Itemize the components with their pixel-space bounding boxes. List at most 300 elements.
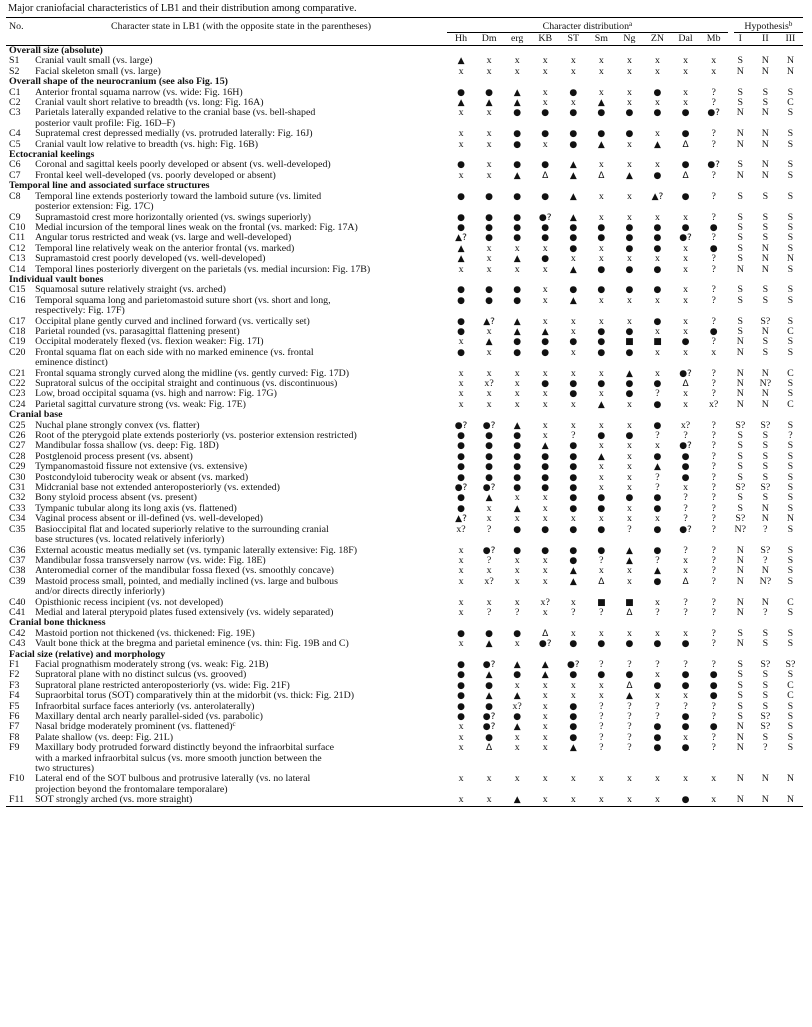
character-state-line: External acoustic meatus medially set (vs. tympanic laterally extensive: Fig. 18F)	[35, 544, 358, 556]
hypothesis-cell-iii: S	[787, 742, 794, 754]
distribution-cell-hh: x	[458, 606, 464, 618]
character-state-line: Supratemal crest depressed medially (vs. protruded laterally: Fig. 16J)	[35, 128, 313, 140]
hypothesis-cell-ii: S	[762, 284, 769, 296]
distribution-cell-zn: x	[655, 128, 660, 140]
distribution-cell-zn: x	[655, 65, 660, 77]
distribution-cell-dm: x	[486, 502, 492, 514]
distribution-cell-kb: x	[542, 419, 548, 431]
distribution-cell-ng: Δ	[626, 607, 633, 618]
hypothesis-cell-iii: S	[787, 221, 794, 233]
distribution-cell-dal: ●?	[679, 441, 692, 452]
distribution-cell-ng: x	[626, 440, 632, 452]
distribution-cell-st: ●	[569, 87, 578, 98]
distribution-cell-erg: ▲	[513, 87, 521, 98]
hypothesis-cell-ii: N	[761, 159, 769, 171]
character-state-line: Vaginal process absent or ill-defined (vs. well-developed)	[35, 513, 263, 525]
distribution-cell-zn: ●	[653, 493, 662, 504]
character-state-line: Angular torus restricted and weak (vs. large and well-developed)	[35, 232, 292, 244]
hypothesis-cell-iii: C	[787, 367, 794, 379]
distribution-cell-dm: x	[486, 159, 492, 171]
hypothesis-cell-iii: S	[787, 627, 794, 639]
distribution-cell-hh: ●	[457, 191, 465, 202]
hypothesis-cell-iii: S	[787, 128, 794, 140]
row-number: C22	[9, 378, 26, 389]
distribution-cell-dal: ?	[683, 502, 688, 514]
distribution-cell-sm: ●	[597, 326, 606, 337]
distribution-cell-ng: x	[626, 55, 632, 67]
distribution-cell-dm: Δ	[486, 743, 493, 754]
distribution-cell-erg: ●	[513, 160, 522, 171]
row-number: C35	[9, 523, 26, 535]
distribution-cell-kb: ▲	[541, 670, 549, 681]
distribution-cell-st: ▲	[569, 576, 577, 587]
distribution-cell-sm: ●	[597, 233, 606, 244]
distribution-cell-kb: x	[542, 773, 548, 785]
distribution-cell-zn: ●	[653, 524, 662, 535]
distribution-cell-kb: x	[542, 55, 548, 67]
distribution-cell-dal: Δ	[682, 170, 689, 181]
distribution-cell-mb: ?	[711, 627, 716, 639]
distribution-cell-dal: ●	[681, 680, 690, 691]
hypothesis-cell-i: S	[737, 450, 744, 462]
distribution-cell-zn: ?	[655, 711, 660, 722]
distribution-cell-erg: ●	[513, 108, 522, 119]
distribution-cell-erg: ▲	[513, 98, 521, 109]
header-state: Character state in LB1 (with the opposite state in the parentheses)	[111, 21, 372, 32]
hypothesis-cell-ii: S	[762, 690, 769, 702]
distribution-cell-sm: ●	[597, 222, 606, 233]
table-row	[6, 108, 803, 129]
distribution-cell-hh: ●	[457, 212, 465, 223]
distribution-cell-st: ●	[569, 139, 578, 150]
distribution-cell-hh: x	[458, 65, 464, 77]
distribution-cell-ng: ●	[625, 233, 634, 244]
hypothesis-header-ii: II	[762, 33, 769, 44]
distribution-cell-dm: x	[486, 65, 492, 77]
hypothesis-cell-i: S	[737, 690, 744, 702]
distribution-cell-dm: ?	[486, 606, 492, 618]
character-state-line: Medial incursion of the temporal lines weak on the frontal (vs. marked: Fig. 17A)	[35, 221, 358, 233]
hypothesis-cell-iii: S	[787, 190, 794, 202]
distribution-cell-dm: ●	[485, 212, 494, 223]
hypothesis-cell-ii: S?	[760, 419, 771, 431]
distribution-cell-st: x	[570, 367, 576, 379]
distribution-cell-kb: x	[542, 690, 548, 702]
distribution-cell-kb: x	[542, 513, 548, 525]
distribution-cell-ng: ?	[627, 731, 632, 743]
distribution-cell-dm: x	[486, 263, 492, 275]
distribution-cell-erg: x?	[512, 700, 522, 712]
distribution-cell-zn: ●	[653, 451, 662, 462]
distribution-cell-mb: x	[711, 346, 717, 358]
hypothesis-cell-ii: S	[762, 679, 769, 691]
hypothesis-cell-ii: ?	[763, 742, 768, 754]
distribution-cell-ng: ?	[627, 658, 632, 670]
hypothesis-cell-iii: S	[787, 544, 794, 556]
distribution-cell-mb: ?	[711, 253, 716, 265]
character-state-line: and/or directs directly inferiorly)	[35, 586, 165, 598]
distribution-cell-zn: ●	[653, 545, 662, 556]
distribution-cell-kb: x	[542, 554, 548, 566]
distribution-cell-mb: x	[711, 794, 717, 806]
hypothesis-cell-ii: N	[761, 367, 769, 379]
character-state-line: Supratoral plane restricted anteroposteriorly (vs. wide: Fig. 21F)	[35, 679, 290, 691]
distribution-cell-kb: x	[542, 138, 548, 150]
distribution-cell-kb: x	[542, 242, 548, 254]
distribution-cell-kb: x	[542, 65, 548, 77]
distribution-cell-ng: x	[626, 253, 632, 265]
distribution-cell-dm: x	[486, 55, 492, 67]
character-state-line: Maxillary dental arch nearly parallel-sided (vs. parabolic)	[35, 711, 263, 722]
distribution-cell-kb: x	[542, 721, 548, 733]
distribution-cell-mb: ?	[711, 138, 716, 150]
hypothesis-cell-i: N	[736, 544, 744, 556]
character-state-line: Cranial vault low relative to breadth (vs. high: Fig. 16B)	[35, 138, 259, 150]
distribution-cell-st: ●	[569, 337, 578, 348]
distribution-cell-dal: x	[683, 398, 688, 410]
character-state-line: Maxillary body protruded forward distinctly beyond the infraorbital surface	[35, 742, 334, 754]
hypothesis-cell-ii: N	[761, 169, 769, 181]
distribution-cell-hh: x	[458, 773, 464, 785]
distribution-cell-erg: x	[514, 773, 520, 785]
hypothesis-cell-i: S	[737, 679, 744, 691]
hypothesis-cell-i: N	[736, 773, 744, 785]
distribution-cell-dal: x	[683, 482, 688, 494]
distribution-cell-st: ●	[569, 233, 578, 244]
distribution-cell-dal: x	[683, 211, 688, 223]
distribution-cell-erg: x	[514, 55, 520, 67]
hypothesis-cell-i: S	[737, 700, 744, 712]
hypothesis-cell-iii: S	[787, 492, 794, 504]
hypothesis-cell-i: S	[737, 221, 744, 233]
hypothesis-header-i: I	[738, 33, 742, 44]
character-state-line: Supramastoid crest poorly developed (vs. well-developed)	[35, 253, 266, 265]
distribution-cell-dm: ●?	[482, 712, 496, 722]
distribution-cell-mb: ?	[711, 731, 716, 743]
distribution-cell-zn: ?	[655, 388, 660, 400]
distribution-cell-dal: ?	[683, 658, 688, 670]
distribution-cell-dm: x	[486, 128, 492, 140]
distribution-cell-erg: x	[514, 575, 520, 587]
distribution-cell-ng: x	[626, 627, 632, 639]
distribution-cell-dm: ●	[485, 285, 494, 296]
hypothesis-cell-iii: S	[787, 169, 794, 181]
distribution-cell-hh: ●	[457, 347, 465, 358]
distribution-cell-st: ●	[569, 639, 578, 650]
hypothesis-cell-iii: ?	[788, 430, 793, 442]
distribution-cell-sm: ●	[597, 431, 606, 442]
distribution-cell-sm: ●	[597, 264, 606, 275]
distribution-cell-dal: ●	[681, 722, 690, 733]
hypothesis-cell-ii: S?	[760, 544, 771, 556]
hypothesis-cell-i: N	[736, 731, 744, 743]
distribution-cell-sm: x	[598, 679, 604, 691]
distribution-cell-dal: ●	[681, 472, 690, 483]
character-state-line: Temporal line extends posteriorly toward the lamboid suture (vs. limited	[35, 190, 322, 202]
distribution-cell-mb: ●	[709, 680, 718, 691]
distribution-cell-dm: x	[486, 773, 492, 785]
distribution-cell-kb: x	[542, 742, 548, 754]
hypothesis-cell-ii: N?	[759, 378, 772, 389]
distribution-cell-sm: ▲	[597, 98, 605, 109]
distribution-cell-ng: ●	[625, 222, 634, 233]
distribution-cell-sm: x	[598, 773, 604, 785]
table-row	[6, 140, 803, 150]
hypothesis-cell-i: N	[736, 367, 744, 379]
distribution-cell-st: x	[570, 253, 576, 265]
distribution-cell-st: ●	[569, 545, 578, 556]
distribution-cell-dal: x	[683, 65, 688, 77]
hypothesis-cell-ii: S	[762, 638, 769, 650]
distribution-cell-mb: ?	[711, 86, 716, 98]
table-row	[6, 795, 803, 806]
distribution-cell-dal: x?	[680, 419, 691, 431]
distribution-cell-kb: ●	[541, 222, 550, 233]
distribution-cell-ng: ●	[625, 326, 634, 337]
hypothesis-cell-ii: N	[761, 596, 769, 608]
character-state-line: Facial skeleton small (vs. large)	[35, 65, 161, 77]
row-number: C5	[9, 138, 21, 150]
hypothesis-cell-i: S	[737, 86, 744, 98]
hypothesis-cell-ii: N	[761, 513, 769, 525]
distribution-cell-dal: ●?	[679, 233, 692, 244]
hypothesis-cell-iii: S	[787, 138, 794, 150]
distribution-cell-dm: x	[486, 346, 492, 358]
distribution-cell-ng: x	[626, 461, 632, 473]
distribution-cell-dal: ?	[683, 430, 688, 442]
distribution-cell-kb: x	[542, 731, 548, 743]
hypothesis-cell-iii: S	[787, 554, 794, 566]
distribution-cell-erg: x	[514, 742, 520, 754]
row-number: C38	[9, 565, 26, 577]
distribution-cell-hh: ●	[457, 160, 465, 171]
row-number: C29	[9, 461, 26, 473]
distribution-cell-hh: ●	[457, 431, 465, 442]
hypothesis-cell-iii: S	[787, 211, 794, 223]
distribution-cell-sm: ●	[597, 493, 606, 504]
character-state	[35, 525, 447, 546]
hypothesis-cell-iii: S	[787, 523, 794, 535]
distribution-cell-zn: ?	[655, 606, 660, 618]
row-number: C13	[9, 253, 26, 265]
distribution-cell-zn: ●	[653, 108, 662, 119]
distribution-cell-st: ●	[569, 285, 578, 296]
distribution-cell-kb: ●	[541, 379, 550, 389]
hypothesis-cell-ii: S?	[760, 721, 771, 733]
group-header-st: ST	[567, 33, 580, 44]
character-state-line: Frontal squama strongly curved along the midline (vs. gently curved: Fig. 17D)	[35, 367, 350, 379]
distribution-cell-erg: x	[514, 388, 520, 400]
character-state-line: Tympanomastoid fissure not extensive (vs. extensive)	[35, 461, 248, 473]
distribution-cell-kb: x	[542, 794, 548, 806]
hypothesis-cell-iii: N	[786, 65, 794, 77]
distribution-cell-sm: ▲	[597, 451, 605, 462]
distribution-cell-hh: ●	[457, 285, 465, 296]
hypothesis-cell-i: N	[736, 575, 744, 587]
hypothesis-cell-iii: N	[786, 253, 794, 265]
hypothesis-cell-ii: S?	[760, 315, 771, 327]
distribution-cell-ng: ▲	[625, 555, 633, 566]
section-title: Overall shape of the neurocranium (see also Fig. 15)	[9, 76, 228, 88]
character-state	[35, 743, 447, 774]
distribution-cell-st: ●	[569, 493, 578, 504]
character-state-line: Supraorbital torus (SOT) comparatively thin at the midorbit (vs. thick: Fig. 21D)	[35, 690, 355, 702]
distribution-cell-zn: ?	[655, 471, 660, 483]
hypothesis-cell-iii: S	[787, 502, 794, 514]
character-state	[35, 348, 447, 369]
distribution-cell-st: ●	[569, 701, 578, 712]
distribution-cell-sm: ▲	[597, 399, 605, 410]
distribution-cell-kb: ●	[541, 191, 550, 202]
distribution-cell-st: ●	[569, 243, 578, 254]
distribution-cell-ng: ●	[625, 670, 634, 681]
hypothesis-cell-ii: S?	[760, 482, 771, 494]
distribution-cell-kb: ●?	[538, 212, 552, 223]
distribution-cell-sm: ●	[597, 524, 606, 535]
distribution-cell-dm: x	[486, 794, 492, 806]
row-number: C28	[9, 450, 26, 462]
hypothesis-cell-iii: S	[787, 107, 794, 119]
distribution-cell-st: ●	[569, 483, 578, 494]
distribution-cell-mb: ?	[711, 419, 716, 431]
distribution-cell-mb: ●?	[707, 108, 720, 119]
character-state-line: Occipital moderately flexed (vs. flexion weaker: Fig. 17I)	[35, 336, 264, 348]
distribution-cell-dm: x	[486, 138, 492, 150]
row-number: C33	[9, 502, 26, 514]
hypothesis-cell-iii: N	[786, 55, 794, 67]
distribution-cell-erg: ▲	[513, 691, 521, 702]
character-state-line: two structures)	[35, 763, 95, 775]
distribution-cell-ng: x	[626, 794, 632, 806]
distribution-cell-mb: ?	[711, 232, 716, 244]
distribution-cell-sm: x	[598, 159, 604, 171]
distribution-cell-sm: x	[598, 482, 604, 494]
hypothesis-cell-i: S	[737, 159, 744, 171]
hypothesis-cell-iii: S	[787, 450, 794, 462]
hypothesis-cell-i: N	[736, 138, 744, 150]
distribution-cell-dm: ●?	[482, 722, 496, 733]
row-number: C39	[9, 575, 26, 587]
row-number: C36	[9, 544, 26, 556]
distribution-cell-zn: ▲	[654, 139, 661, 150]
character-state-line: Temporal squama long and parietomastoid suture short (vs. short and long,	[35, 294, 331, 306]
distribution-cell-erg: x	[514, 731, 520, 743]
character-state-line: Cranial vault small (vs. large)	[35, 55, 153, 67]
hypothesis-cell-iii: S	[787, 232, 794, 244]
hypothesis-cell-iii: S	[787, 471, 794, 483]
character-state-line: Bony styloid process absent (vs. present)	[35, 492, 197, 504]
distribution-cell-st: ▲	[569, 295, 577, 306]
character-state-line: Infraorbital surface faces anteriorly (vs. anterolaterally)	[35, 700, 255, 712]
hypothesis-cell-ii: N	[761, 128, 769, 140]
distribution-cell-hh: x	[458, 367, 464, 379]
hypothesis-cell-ii: N	[761, 55, 769, 67]
distribution-cell-dal: ●?	[679, 524, 692, 535]
character-state-line: Anterior frontal squama narrow (vs. wide: Fig. 16H)	[35, 86, 243, 98]
hypothesis-cell-ii: S?	[760, 658, 771, 670]
distribution-cell-mb: ●	[709, 722, 718, 733]
distribution-cell-dm: ●	[485, 628, 494, 639]
distribution-cell-dm: ▲	[485, 691, 493, 702]
character-state-line: Temporal lines posteriorly divergent on the parietals (vs. medial incursion: Fig. 17B)	[35, 263, 371, 275]
distribution-cell-dal: ●	[681, 743, 690, 754]
distribution-cell-ng: x	[626, 575, 632, 587]
distribution-cell-sm: x	[598, 86, 604, 98]
hypothesis-cell-i: S	[737, 315, 744, 327]
hypothesis-cell-iii: S	[787, 336, 794, 348]
hypothesis-cell-ii: N	[761, 65, 769, 77]
distribution-cell-dm: x	[486, 565, 492, 577]
distribution-cell-st: ●	[569, 389, 578, 400]
hypothesis-cell-ii: S	[762, 336, 769, 348]
distribution-cell-sm: ●	[597, 337, 606, 348]
distribution-cell-sm: ?	[599, 554, 604, 566]
distribution-cell-dal: x	[683, 731, 688, 743]
hypothesis-cell-ii: ?	[763, 554, 768, 566]
distribution-cell-dal: Δ	[682, 576, 689, 587]
distribution-cell-kb: Δ	[542, 628, 549, 639]
hypothesis-cell-iii: N	[786, 773, 794, 785]
distribution-cell-hh: ●	[457, 670, 465, 681]
distribution-cell-erg: ▲	[513, 659, 521, 670]
character-state-line: Supratoral sulcus of the occipital straight and continuous (vs. discontinuous)	[35, 378, 338, 389]
group-header-kb: KB	[538, 33, 553, 44]
distribution-cell-mb: x	[711, 65, 717, 77]
distribution-cell-dal: x	[683, 242, 688, 254]
hypothesis-cell-ii: S	[762, 232, 769, 244]
hypothesis-cell-i: N	[736, 638, 744, 650]
distribution-cell-ng: ?	[627, 700, 632, 712]
row-number: C8	[9, 190, 21, 202]
distribution-cell-st: ?	[571, 430, 576, 442]
distribution-cell-erg: x	[514, 378, 520, 389]
distribution-cell-kb: ●	[541, 160, 550, 171]
distribution-cell-hh: ▲	[457, 98, 465, 109]
table-body	[6, 46, 803, 807]
distribution-cell-mb: ?	[711, 565, 716, 577]
character-state-line: Midcranial base not extended anteroposteriorly (vs. extended)	[35, 482, 280, 494]
hypothesis-cell-ii: S	[762, 86, 769, 98]
hypothesis-cell-ii: S	[762, 97, 769, 109]
hypothesis-cell-ii: S	[762, 211, 769, 223]
distribution-cell-st: x	[570, 97, 576, 109]
distribution-cell-dal: ●	[681, 670, 690, 681]
distribution-cell-ng: ▲	[625, 368, 633, 379]
distribution-cell-hh: x	[458, 575, 464, 587]
distribution-cell-dm: ●	[485, 222, 494, 233]
distribution-cell-ng: ●	[625, 431, 634, 442]
distribution-cell-mb: ●?	[707, 160, 720, 171]
hypothesis-cell-ii: S	[762, 346, 769, 358]
hypothesis-cell-ii: S	[762, 221, 769, 233]
character-state-line: Lateral end of the SOT bulbous and protrusive laterally (vs. no lateral	[35, 773, 311, 785]
character-state	[35, 774, 447, 795]
hypothesis-cell-i: N	[736, 721, 744, 733]
hypothesis-cell-i: N	[736, 794, 744, 806]
hypothesis-cell-ii: ?	[763, 523, 768, 535]
distribution-cell-sm: ●	[597, 639, 606, 650]
row-number: F10	[9, 773, 25, 785]
distribution-cell-ng: x	[626, 190, 632, 202]
distribution-cell-dal: x	[683, 294, 688, 306]
hypothesis-cell-i: N	[736, 169, 744, 181]
distribution-cell-sm: x	[598, 242, 604, 254]
group-header-zn: ZN	[650, 33, 665, 44]
distribution-cell-mb: ?	[711, 211, 716, 223]
hypothesis-cell-ii: S	[762, 430, 769, 442]
hypothesis-cell-i: S	[737, 711, 744, 722]
distribution-cell-ng: x	[626, 565, 632, 577]
